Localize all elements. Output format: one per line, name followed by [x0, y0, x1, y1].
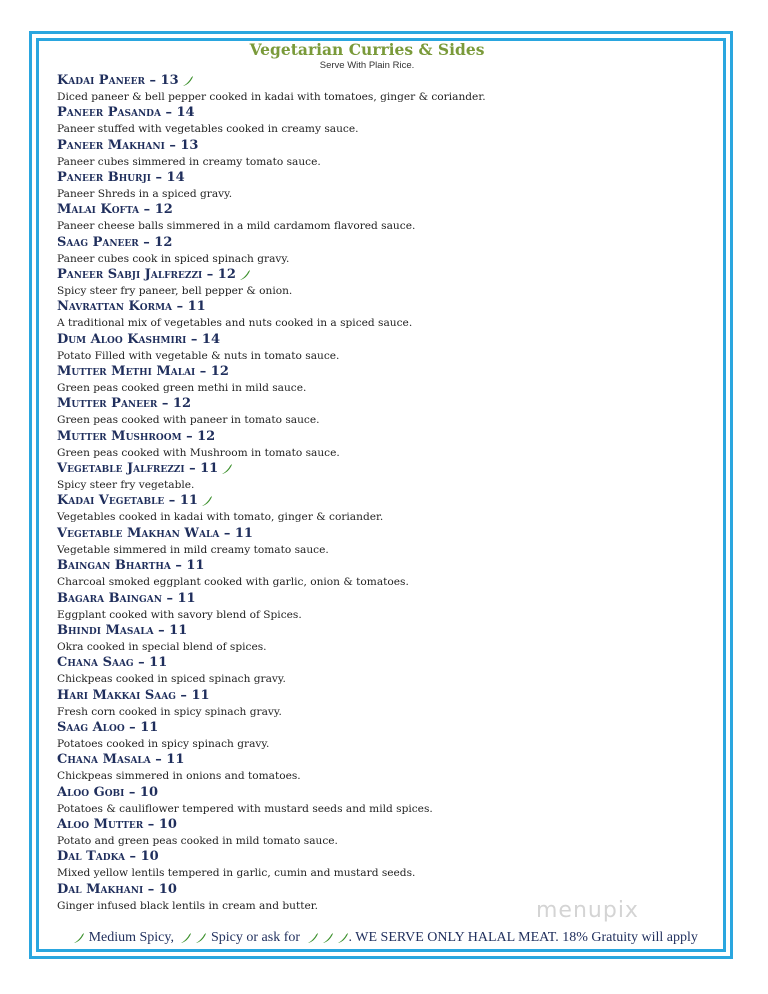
menu-item	[57, 687, 717, 719]
menu-item-name	[57, 848, 717, 866]
menu-item-name-text: Vegetable Makhan Wala – 11	[57, 525, 253, 541]
menu-item-name-text: Mutter Mushroom – 12	[57, 428, 216, 444]
menu-item-name	[57, 298, 717, 316]
chili-icon	[70, 930, 85, 945]
menu-item	[57, 298, 717, 330]
menu-item	[57, 363, 717, 395]
menu-item-name	[57, 525, 717, 543]
menu-item	[57, 654, 717, 686]
menu-item	[57, 72, 717, 104]
menu-item-description: Potato Filled with vegetable & nuts in tomato sauce.	[57, 349, 340, 362]
menu-item	[57, 784, 717, 816]
menu-item	[57, 104, 717, 136]
menu-item-name-text: Chana Saag – 11	[57, 655, 168, 671]
menu-item-description: Green peas cooked green methi in mild sauce.	[57, 382, 307, 395]
menu-item-name-text: Baingan Bhartha – 11	[57, 558, 205, 574]
chili-icon	[322, 932, 334, 944]
chili-icon	[307, 932, 319, 944]
menu-item-name-text: Saag Paneer – 12	[57, 234, 173, 250]
menu-item-name-text: Dal Tadka – 10	[57, 849, 159, 865]
menu-item-name	[57, 816, 717, 834]
menu-item-name-text: Vegetable Jalfrezzi – 11	[57, 461, 219, 477]
menu-item-description: Ginger infused black lentils in cream and butter.	[57, 899, 319, 912]
menupix-watermark: menupix	[536, 898, 639, 923]
chili-icon	[73, 932, 85, 944]
menu-item-name-text: Kadai Paneer – 13	[57, 73, 179, 88]
menu-item-name	[57, 881, 717, 899]
menu-item-description: Paneer cubes cook in spiced spinach gravy.	[57, 252, 290, 265]
menu-item-name-text: Dal Makhani – 10	[57, 881, 177, 897]
menu-item-name	[57, 363, 717, 381]
menu-item	[57, 590, 717, 622]
menu-item-name	[57, 557, 717, 575]
page-subtitle: Serve With Plain Rice.	[319, 60, 415, 71]
menu-item-description: A traditional mix of vegetables and nuts cooked in a spiced sauce.	[57, 317, 413, 330]
menu-item-description: Paneer cheese balls simmered in a mild cardamom flavored sauce.	[57, 220, 416, 233]
menu-item-name	[57, 201, 717, 219]
page-title: Vegetarian Curries & Sides	[249, 40, 485, 59]
menu-item-name-text: Paneer Pasanda – 14	[57, 105, 195, 121]
menu-item	[57, 201, 717, 233]
menu-item-name	[57, 266, 717, 284]
menu-item-description: Charcoal smoked eggplant cooked with garlic, onion & tomatoes.	[57, 576, 409, 589]
menu-item-description: Paneer stuffed with vegetables cooked in creamy sauce.	[57, 123, 359, 136]
chili-icon	[239, 269, 251, 281]
menu-item-description: Potatoes & cauliflower tempered with mustard seeds and mild spices.	[57, 802, 433, 815]
menu-item	[57, 492, 717, 524]
chili-icon	[195, 932, 207, 944]
menu-item-name-text: Aloo Mutter – 10	[57, 816, 177, 832]
menu-item-name-text: Paneer Sabji Jalfrezzi – 12	[57, 267, 236, 283]
menu-item-name-text: Navrattan Korma – 11	[57, 299, 206, 315]
chili-icon	[180, 932, 192, 944]
menu-item	[57, 751, 717, 783]
menu-item-name	[57, 169, 717, 187]
menu-item-name-text: Mutter Methi Malai – 12	[57, 364, 229, 380]
menu-item-name-text: Paneer Makhani – 13	[57, 137, 199, 153]
menu-item-name	[57, 72, 717, 90]
menu-item-description: Spicy steer fry vegetable.	[57, 479, 195, 492]
menu-item	[57, 848, 717, 880]
menu-item-description: Mixed yellow lentils tempered in garlic, cumin and mustard seeds.	[57, 867, 416, 880]
menu-item-description: Potatoes cooked in spicy spinach gravy.	[57, 737, 270, 750]
menu-item	[57, 169, 717, 201]
menu-item-description: Eggplant cooked with savory blend of Spices.	[57, 608, 302, 621]
menu-item-name	[57, 784, 717, 802]
menu-item	[57, 460, 717, 492]
menu-item-name	[57, 687, 717, 705]
menu-item-name-text: Bagara Baingan – 11	[57, 590, 196, 606]
menu-item	[57, 428, 717, 460]
menu-item-name	[57, 331, 717, 349]
menu-item-description: Fresh corn cooked in spicy spinach gravy.	[57, 705, 282, 718]
menu-item-name-text: Mutter Paneer – 12	[57, 396, 192, 412]
menu-item-name	[57, 460, 717, 478]
menu-item-description: Green peas cooked with paneer in tomato sauce.	[57, 414, 320, 427]
menu-item-name-text: Dum Aloo Kashmiri – 14	[57, 331, 221, 347]
menu-item-name-text: Malai Kofta – 12	[57, 202, 173, 218]
menu-item-name-text: Bhindi Masala – 11	[57, 622, 188, 638]
chili-icon	[182, 75, 194, 87]
menu-item-description: Potato and green peas cooked in mild tomato sauce.	[57, 834, 338, 847]
menu-item-description: Spicy steer fry paneer, bell pepper & onion.	[57, 285, 293, 298]
menu-item-name-text: Paneer Bhurji – 14	[57, 170, 185, 186]
menu-item-name-text: Chana Masala – 11	[57, 752, 185, 768]
menu-item-description: Chickpeas cooked in spiced spinach gravy.	[57, 673, 286, 686]
menu-item-name-text: Saag Aloo – 11	[57, 719, 159, 735]
menu-item	[57, 234, 717, 266]
menu-item-description: Paneer cubes simmered in creamy tomato sauce.	[57, 155, 321, 168]
menu-item-name	[57, 137, 717, 155]
footer-legend	[0, 930, 768, 946]
menu-item-list	[57, 72, 717, 913]
menu-item-name	[57, 719, 717, 737]
menu-item	[57, 622, 717, 654]
menu-item-description: Vegetable simmered in mild creamy tomato sauce.	[57, 543, 329, 556]
chili-icon	[221, 463, 233, 475]
menu-item-name-text: Aloo Gobi – 10	[57, 784, 159, 800]
menu-item-description: Paneer Shreds in a spiced gravy.	[57, 188, 233, 201]
menu-item	[57, 719, 717, 751]
menu-item-name	[57, 654, 717, 672]
menu-item-description: Green peas cooked with Mushroom in tomato sauce.	[57, 446, 340, 459]
menu-item	[57, 266, 717, 298]
medium-spicy-label: Medium Spicy,	[85, 930, 178, 945]
halal-notice: . WE SERVE ONLY HALAL MEAT. 18% Gratuity will apply	[348, 930, 698, 945]
chili-icon	[337, 932, 349, 944]
menu-item-name	[57, 492, 717, 510]
menu-item-name-text: Hari Makkai Saag – 11	[57, 687, 210, 703]
menu-item-name	[57, 104, 717, 122]
menu-item-name-text: Kadai Vegetable – 11	[57, 493, 198, 509]
menu-item	[57, 395, 717, 427]
menu-item-description: Vegetables cooked in kadai with tomato, ginger & coriander.	[57, 511, 384, 524]
menu-item	[57, 816, 717, 848]
menu-item-description: Okra cooked in special blend of spices.	[57, 640, 267, 653]
menu-item-description: Chickpeas simmered in onions and tomatoes.	[57, 770, 301, 783]
menu-item-name	[57, 234, 717, 252]
menu-item-name	[57, 751, 717, 769]
menu-item	[57, 557, 717, 589]
menu-item-name	[57, 622, 717, 640]
menu-item	[57, 137, 717, 169]
chili-icon	[201, 495, 213, 507]
chili-icon	[304, 930, 349, 945]
menu-item	[57, 331, 717, 363]
menu-item-name	[57, 590, 717, 608]
spicy-label: Spicy or ask for	[207, 930, 304, 945]
menu-item-description: Diced paneer & bell pepper cooked in kadai with tomatoes, ginger & coriander.	[57, 91, 486, 103]
chili-icon	[177, 930, 207, 945]
menu-item	[57, 525, 717, 557]
menu-item-name	[57, 395, 717, 413]
menu-item-name	[57, 428, 717, 446]
